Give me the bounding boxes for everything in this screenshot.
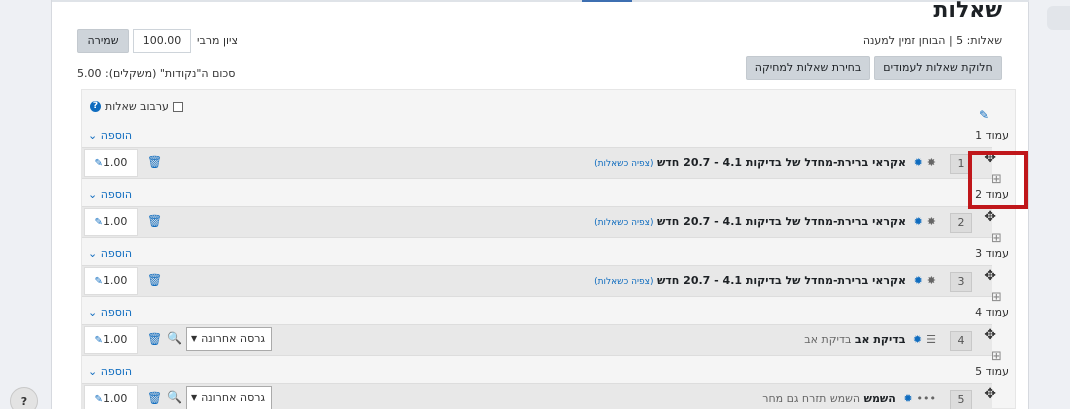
shortanswer-icon: ••• [916,392,936,405]
gear-icon: ✹ [913,215,923,228]
page-header [82,186,1017,204]
pencil-icon: ✎ [94,394,103,405]
question-row [82,265,996,297]
page-break-icon[interactable]: ⊞ [991,290,1002,305]
move-icon[interactable]: ✥ [984,327,996,343]
add-menu[interactable]: ⌄ הוספה [88,306,133,319]
question-row [82,147,996,179]
question-row [82,324,996,356]
top-divider [52,0,1030,2]
max-grade-label: ציון מרבי [197,34,238,47]
chevron-down-icon: ⌄ [88,188,101,201]
right-drawer-strip [1029,0,1070,409]
random-icon: ✸ [926,274,936,287]
add-menu[interactable]: ⌄ הוספה [88,188,133,201]
trash-icon[interactable]: 🗑 [147,391,163,405]
edit-pencil-icon[interactable]: ✎ [978,108,989,122]
gear-icon: ✹ [903,392,913,405]
page-break-icon[interactable]: ⊞ [991,349,1002,364]
move-icon[interactable]: ✥ [984,209,996,225]
add-menu[interactable]: ⌄ הוספה [88,247,133,260]
trash-icon[interactable]: 🗑 [147,155,163,169]
max-mark[interactable]: ✎1.00 [84,267,138,295]
chevron-down-icon: ▼ [191,334,198,343]
pencil-icon: ✎ [94,335,103,346]
slot-number: 4 [950,331,972,351]
max-mark[interactable]: ✎1.00 [84,385,138,409]
trash-icon[interactable]: 🗑 [147,332,163,346]
move-icon[interactable]: ✥ [984,150,996,166]
repaginate-button[interactable]: חלוקת שאלות לעמודים [874,56,1002,80]
shuffle-checkbox[interactable] [173,102,183,112]
questions-box [81,89,1016,409]
page-number: עמוד 5 [975,365,1009,378]
question-text[interactable]: •••✹ השמש השמש תזרח גם מחר [762,392,936,405]
move-icon[interactable]: ✥ [984,268,996,284]
page-header [82,363,1017,381]
help-fab-button[interactable]: ? [10,387,38,409]
page-number: עמוד 4 [975,306,1009,319]
shuffle-label: ערבוב שאלות [105,100,169,113]
total-marks: סכום ה"נקודות" (משקלים): 5.00 [77,67,236,80]
quiz-panel [51,0,1029,409]
help-icon[interactable]: ? [90,101,101,112]
pencil-icon: ✎ [94,276,103,287]
version-select[interactable]: גרסה אחרונה ▼ [186,386,272,409]
chevron-down-icon: ⌄ [88,306,101,319]
chevron-down-icon: ⌄ [88,129,101,142]
max-grade-input[interactable]: 100.00 [133,29,191,53]
multichoice-icon: ☰ [926,333,936,346]
version-select[interactable]: גרסה אחרונה ▼ [186,327,272,351]
slot-number: 2 [950,213,972,233]
max-mark[interactable]: ✎1.00 [84,149,138,177]
gear-icon: ✹ [912,333,923,346]
max-mark[interactable]: ✎1.00 [84,326,138,354]
save-button[interactable]: שמירה [77,29,129,53]
page-header [82,245,1017,263]
max-mark[interactable]: ✎1.00 [84,208,138,236]
question-text[interactable]: ☰✹ בדיקת אב בדיקת אב [804,333,936,346]
preview-zoom-icon[interactable]: 🔍 [167,331,182,345]
drawer-toggle[interactable] [1047,6,1070,30]
gear-icon: ✹ [913,156,923,169]
question-text[interactable]: ✸✹ אקראי ברירת-מחדל של בדיקות 4.1 - 20.7 חדש (צפיה כשאלות) [594,156,936,169]
question-row [82,383,996,409]
chevron-down-icon: ▼ [191,393,198,402]
page-header [82,127,1017,145]
chevron-down-icon: ⌄ [88,247,101,260]
slot-number: 5 [950,390,972,409]
slot-number: 1 [950,154,972,174]
highlight-box [968,151,1028,209]
quiz-info: שאלות: 5 | הבוחן זמין למענה [862,34,1002,47]
preview-zoom-icon[interactable]: 🔍 [167,390,182,404]
random-icon: ✸ [926,215,936,228]
question-row [82,206,996,238]
question-text[interactable]: ✸✹ אקראי ברירת-מחדל של בדיקות 4.1 - 20.7 חדש (צפיה כשאלות) [594,215,936,228]
chevron-down-icon: ⌄ [88,365,101,378]
pencil-icon: ✎ [94,217,103,228]
slot-number: 3 [950,272,972,292]
random-icon: ✸ [926,156,936,169]
move-icon[interactable]: ✥ [984,386,996,402]
page-break-icon[interactable]: ⊞ [991,231,1002,246]
question-text[interactable]: ✸✹ אקראי ברירת-מחדל של בדיקות 4.1 - 20.7 חדש (צפיה כשאלות) [594,274,936,287]
pencil-icon: ✎ [94,158,103,169]
add-menu[interactable]: ⌄ הוספה [88,365,133,378]
select-multiple-button[interactable]: בחירת שאלות למחיקה [746,56,870,80]
page-number: עמוד 2 [975,188,1009,201]
shuffle-control[interactable] [90,100,183,113]
page-header [82,304,1017,322]
page-break-icon[interactable]: ⊞ [991,172,1002,187]
page-number: עמוד 1 [975,129,1009,142]
page-number: עמוד 3 [975,247,1009,260]
trash-icon[interactable]: 🗑 [147,273,163,287]
trash-icon[interactable]: 🗑 [147,214,163,228]
add-menu[interactable]: ⌄ הוספה [88,129,133,142]
gear-icon: ✹ [913,274,923,287]
page-title: שאלות [933,0,1002,23]
